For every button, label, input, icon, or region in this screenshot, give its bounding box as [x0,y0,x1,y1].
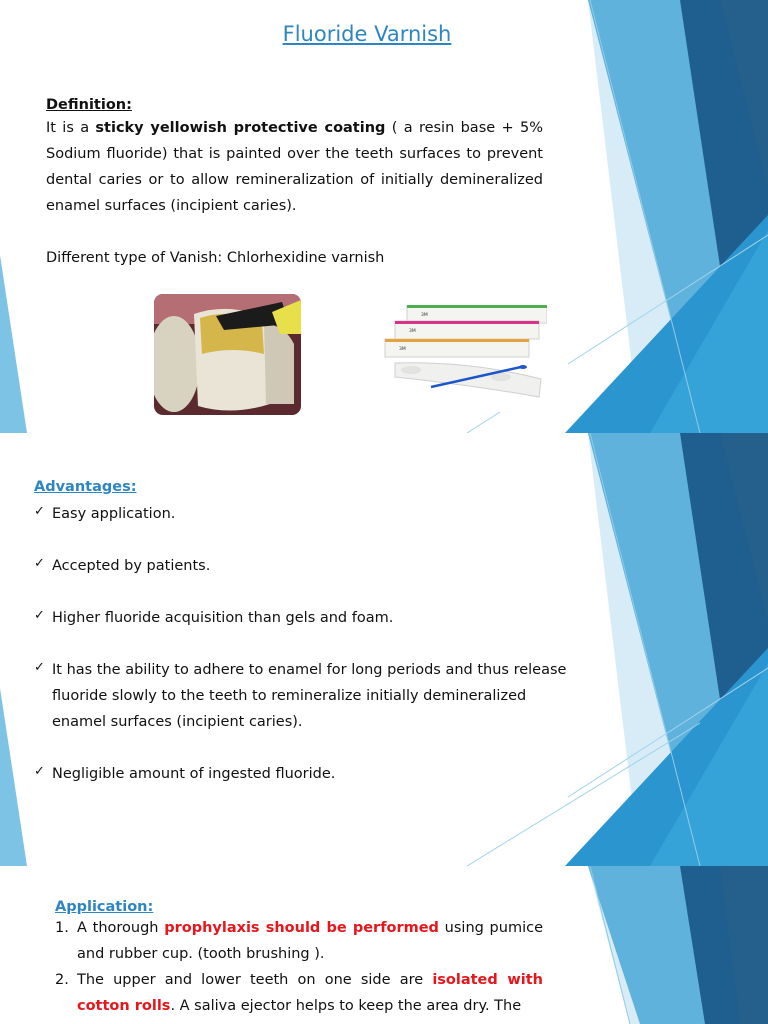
checkmark-icon: ✓ [34,764,45,779]
red-emphasis: isolated with cotton rolls [77,972,543,1014]
advantage-item: ✓ Easy application. [34,501,572,527]
varnish-product-photo [381,305,547,405]
application-steps [55,915,543,1019]
advantage-item: ✓ Accepted by patients. [34,553,572,579]
checkmark-icon: ✓ [34,504,45,519]
application-step: 1. A thorough prophylaxis should be performed using pumice and rubber cup. (tooth brushing ). [55,920,543,962]
checkmark-icon: ✓ [34,660,45,675]
svg-text:3M: 3M [409,329,416,334]
definition-text: It is a sticky yellowish protective coating ( a resin base + 5% Sodium fluoride) that is painted over the teeth surfaces to prevent dental caries or to allow remineralization of initially demineralized enamel surfaces (incipient caries). [46,120,543,214]
tooth-varnish-photo [154,294,301,415]
advantage-item: ✓ It has the ability to adhere to enamel for long periods and thus release fluoride slowly to the teeth to remineralize initially demineralized enamel surfaces (incipient caries). [34,657,572,735]
slide-title: Fluoride Varnish [282,22,452,46]
checkmark-icon: ✓ [34,608,45,623]
definition-emphasis: sticky yellowish protective coating [95,120,386,136]
slide-2-decoration [0,433,768,866]
definition-block [46,97,543,271]
svg-text:3M: 3M [421,313,428,318]
application-block [55,899,543,1019]
slide-2 [0,433,768,866]
checkmark-icon: ✓ [34,556,45,571]
varnish-types-line: Different type of Vanish: Chlorhexidine varnish [46,250,385,266]
slide-3 [0,866,768,1024]
advantage-item: ✓ Negligible amount of ingested fluoride. [34,761,572,787]
red-emphasis: prophylaxis should be performed [164,920,439,936]
svg-text:3M: 3M [399,347,406,352]
slide-1 [0,0,768,433]
advantage-item: ✓ Higher fluoride acquisition than gels and foam. [34,605,572,631]
definition-heading: Definition: [46,97,132,113]
application-heading: Application: [55,899,154,915]
advantages-heading: Advantages: [34,479,137,495]
application-step: 2. The upper and lower teeth on one side are isolated with cotton rolls. A saliva ejector helps to keep the area dry. The [55,972,543,1014]
